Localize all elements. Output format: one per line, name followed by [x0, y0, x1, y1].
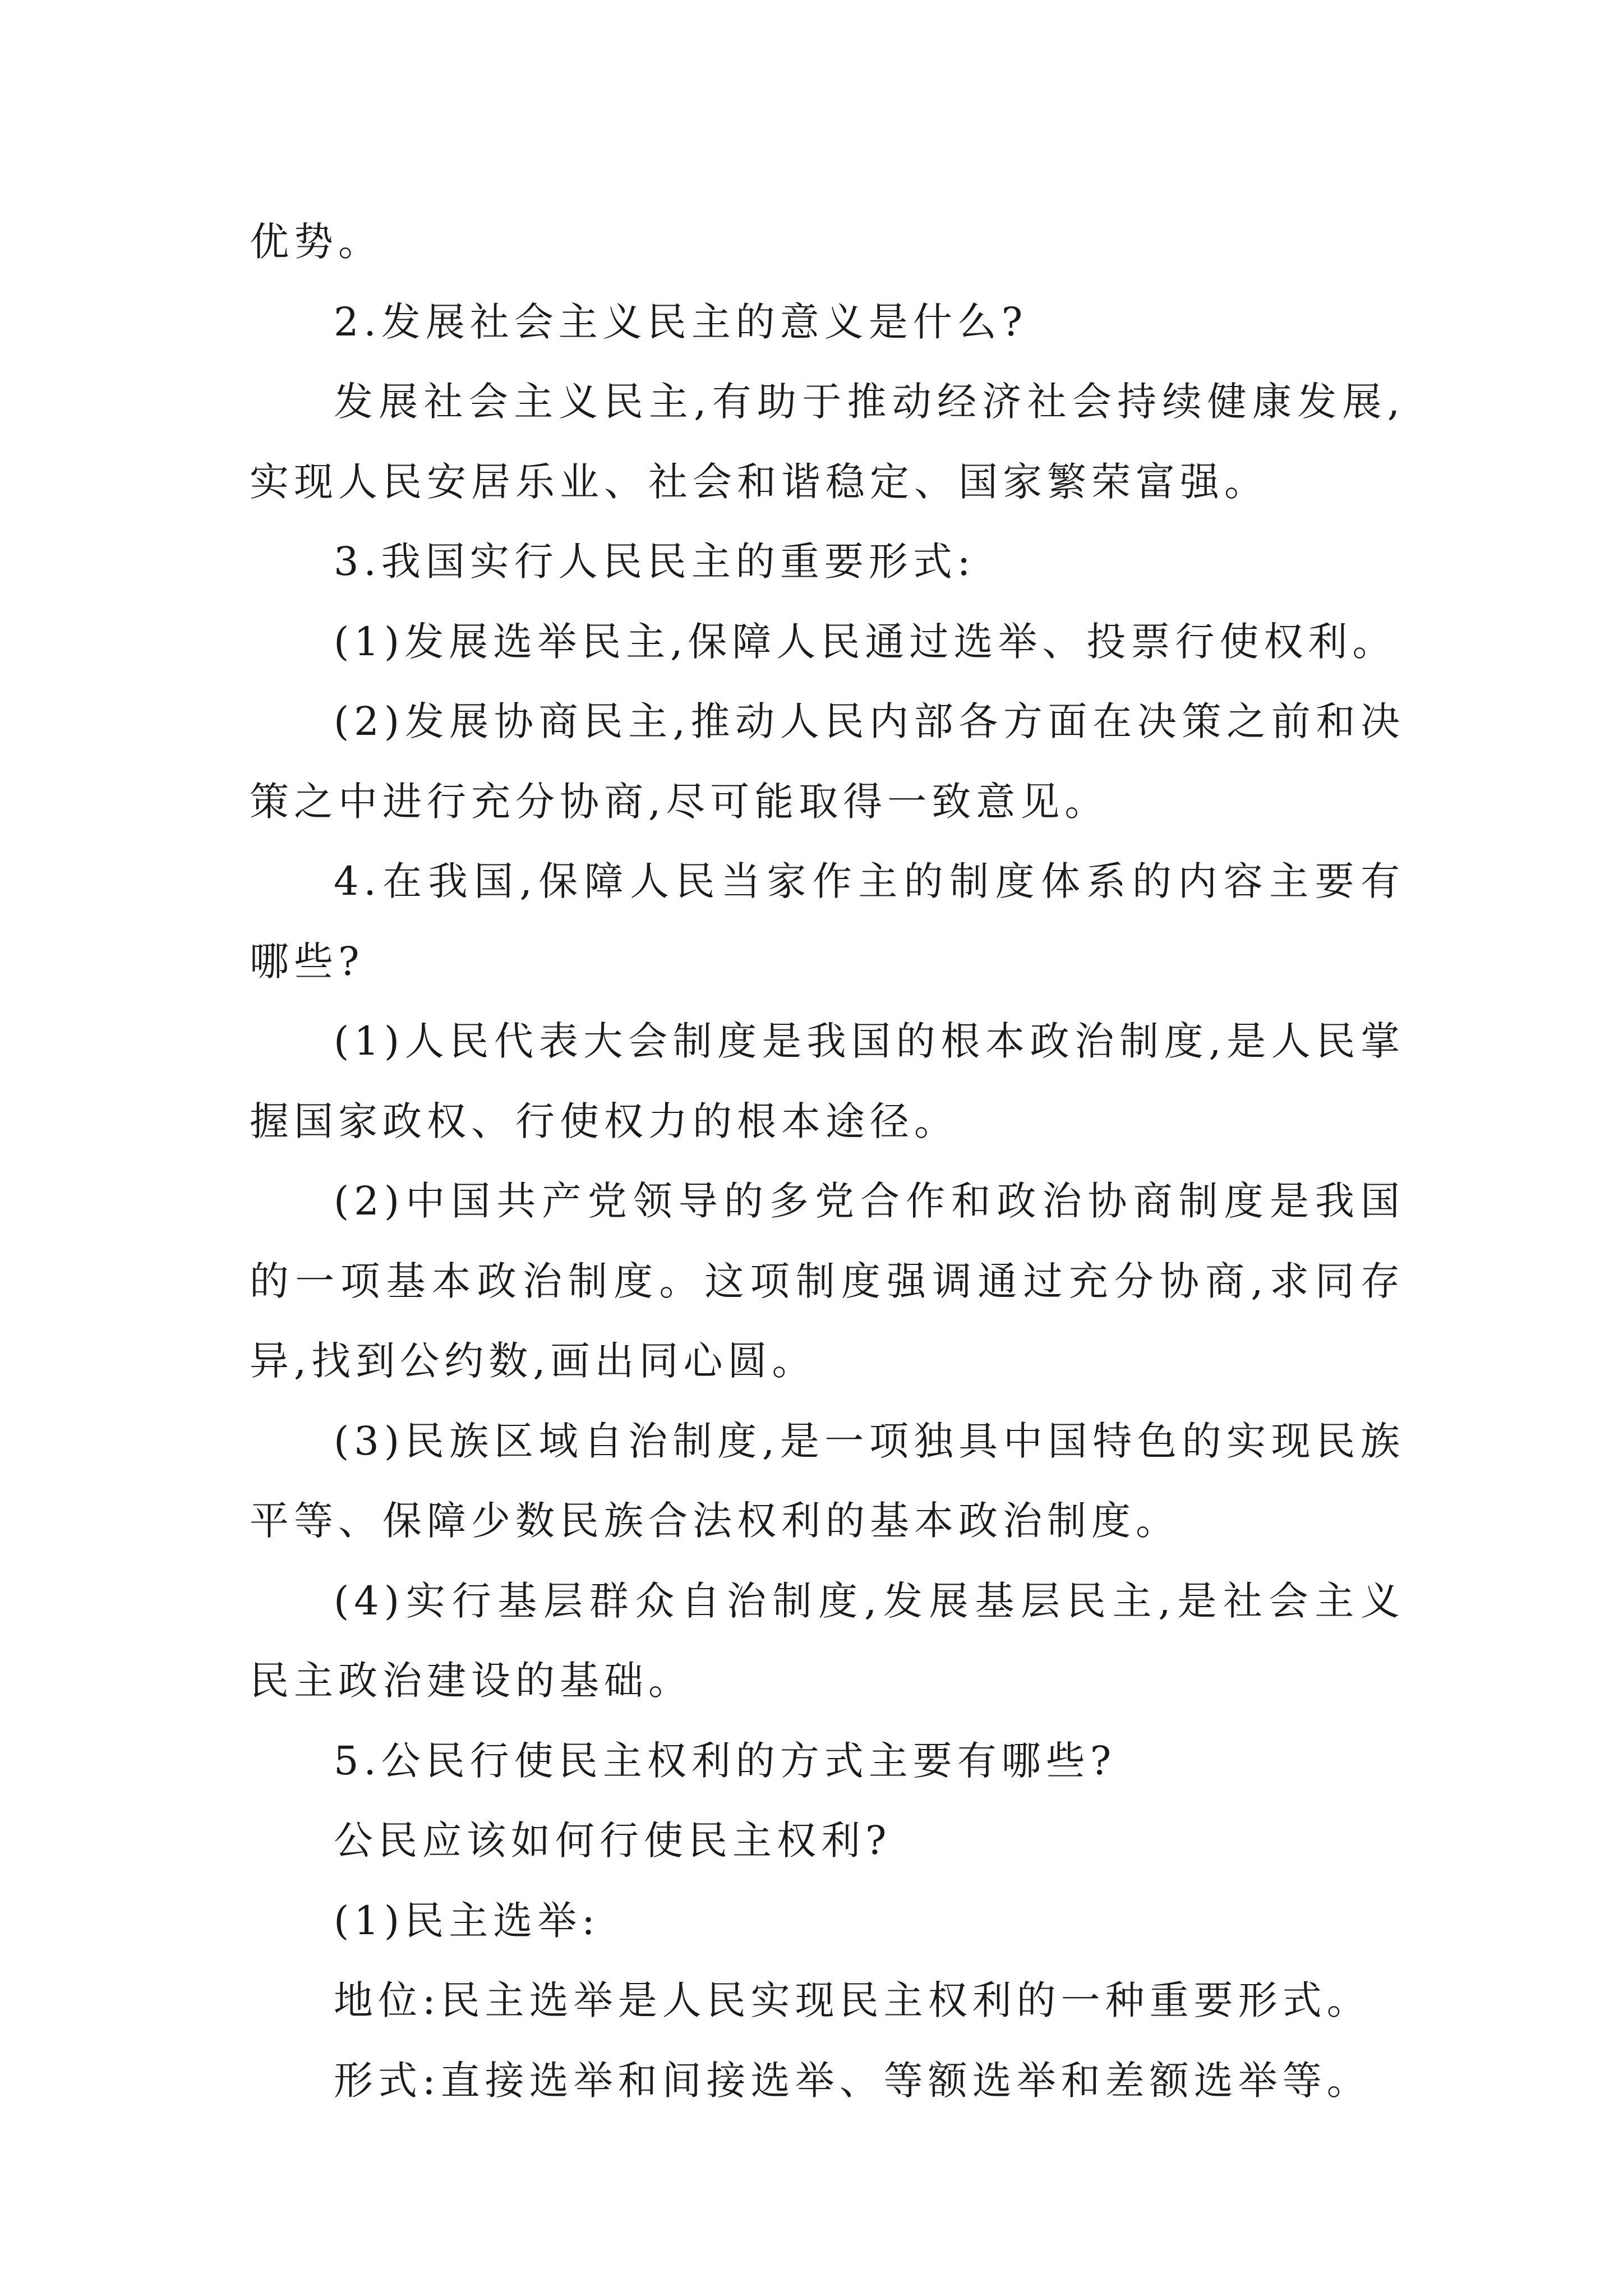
paragraph: 优势。 [250, 219, 382, 265]
paragraph: (1)发展选举民主,保障人民通过选举、投票行使权利。 [334, 618, 1397, 665]
paragraph: (1)民主选举: [334, 1897, 600, 1944]
paragraph: (2)中国共产党领导的多党合作和政治协商制度是我国的一项基本政治制度。这项制度强调通过充分协商,求同存异,找到公约数,画出同心圆。 [250, 1178, 1405, 1384]
paragraph: 3.我国实行人民民主的重要形式: [334, 539, 976, 585]
paragraph: 地位:民主选举是人民实现民主权利的一种重要形式。 [334, 1977, 1371, 2023]
paragraph: 2.发展社会主义民主的意义是什么? [334, 298, 1028, 345]
paragraph: (2)发展协商民主,推动人民内部各方面在决策之前和决策之中进行充分协商,尽可能取得一致意见。 [250, 698, 1405, 825]
paragraph: 公民应该如何行使民主权利? [334, 1818, 892, 1864]
paragraph: 4.在我国,保障人民当家作主的制度体系的内容主要有哪些? [250, 858, 1405, 984]
paragraph: 形式:直接选举和间接选举、等额选举和差额选举等。 [334, 2057, 1371, 2104]
paragraph: (4)实行基层群众自治制度,发展基层民主,是社会主义民主政治建设的基础。 [250, 1577, 1405, 1704]
paragraph: 5.公民行使民主权利的方式主要有哪些? [334, 1737, 1117, 1784]
paragraph: 发展社会主义民主,有助于推动经济社会持续健康发展,实现人民安居乐业、社会和谐稳定、国家繁荣富强。 [250, 379, 1405, 505]
body-text [250, 202, 1405, 2120]
paragraph: (3)民族区域自治制度,是一项独具中国特色的实现民族平等、保障少数民族合法权利的基本政治制度。 [250, 1418, 1405, 1544]
paragraph: (1)人民代表大会制度是我国的根本政治制度,是人民掌握国家政权、行使权力的根本途径。 [250, 1018, 1405, 1144]
